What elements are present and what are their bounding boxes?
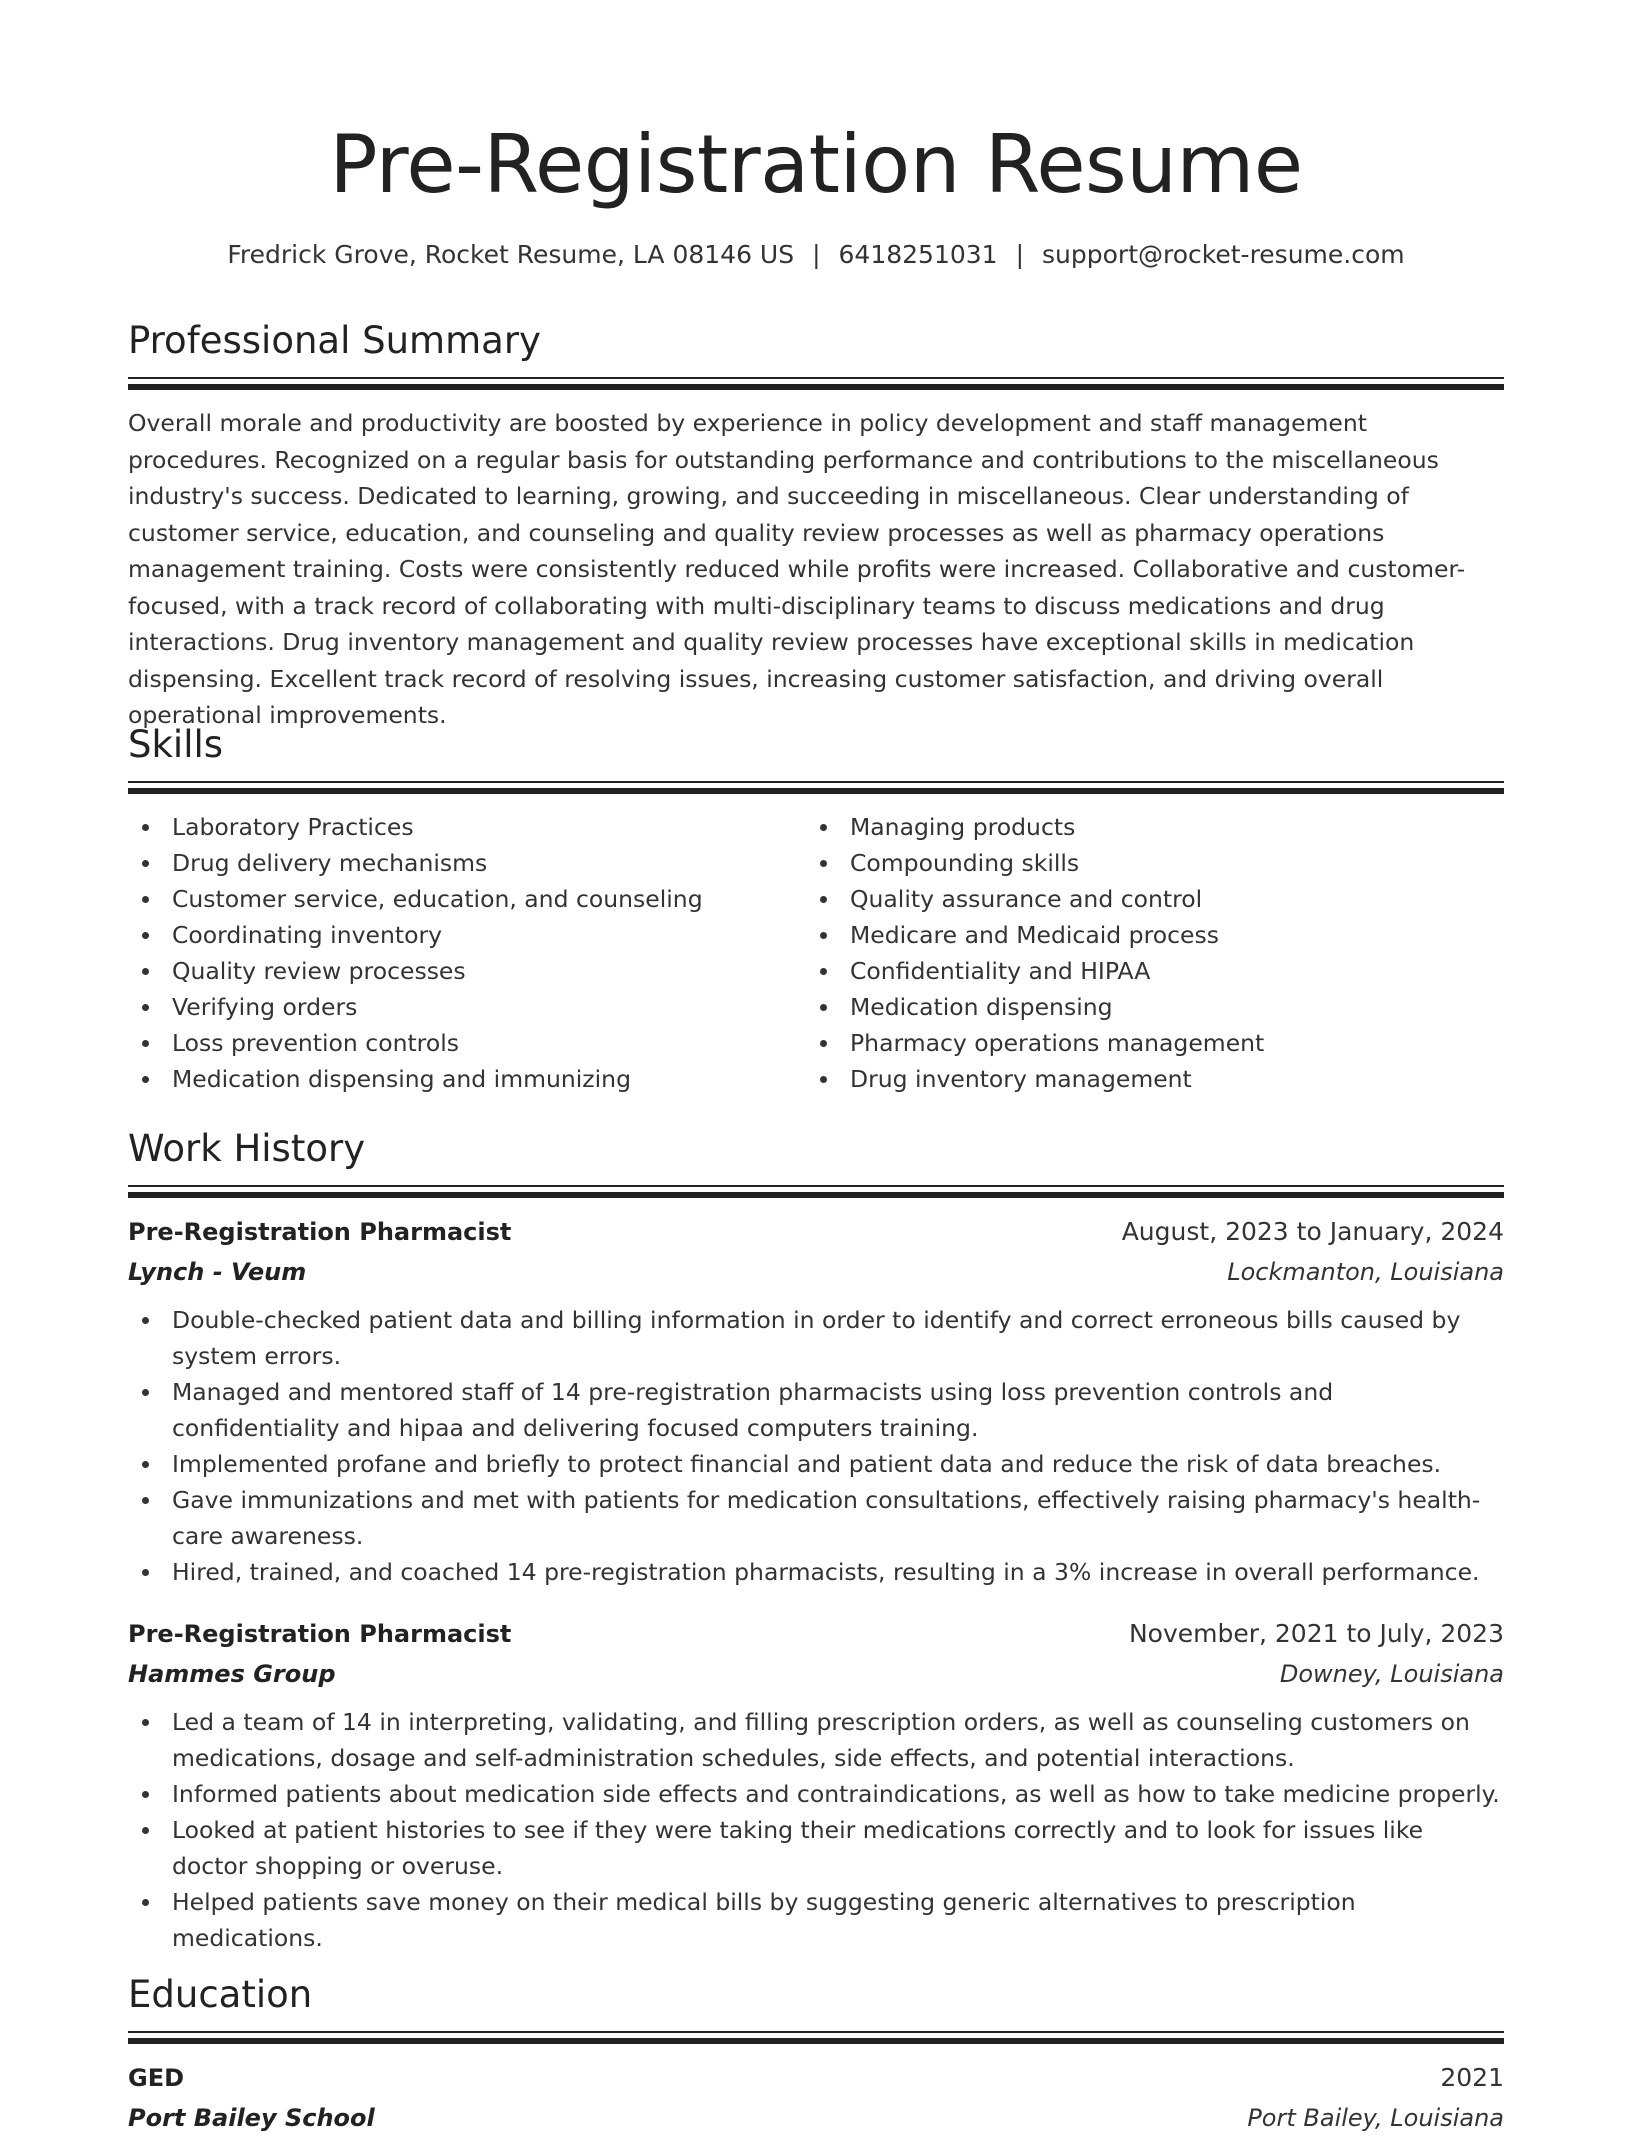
skill-item: Customer service, education, and counseling [128,881,806,917]
skill-item: Managing products [806,809,1484,845]
skill-item: Verifying orders [128,989,806,1025]
job-bullet: Double-checked patient data and billing information in order to identify and correct erroneous bills caused by system errors. [128,1302,1504,1374]
skills-columns [128,809,1504,1097]
job-bullet: Helped patients save money on their medical bills by suggesting generic alternatives to prescription medications. [128,1884,1504,1956]
skills-list-right [806,809,1484,1097]
skill-item: Quality assurance and control [806,881,1484,917]
job-location: Downey, Louisiana [1279,1660,1504,1688]
skills-list-left [128,809,806,1097]
job-bullets [128,1302,1504,1590]
skill-item: Medication dispensing [806,989,1484,1025]
section-divider [128,781,1504,783]
work-history-heading: Work History [128,1127,366,1170]
job-location: Lockmanton, Louisiana [1227,1258,1504,1286]
skill-item: Medication dispensing and immunizing [128,1061,806,1097]
skill-item: Quality review processes [128,953,806,989]
job-company: Lynch - Veum [128,1258,307,1286]
section-divider [128,2031,1504,2033]
section-divider [128,377,1504,379]
skill-item: Drug inventory management [806,1061,1484,1097]
summary-heading: Professional Summary [128,319,541,362]
job-dates: November, 2021 to July, 2023 [1128,1619,1504,1648]
skills-section [128,723,1504,1097]
job-title: Pre-Registration Pharmacist [128,1218,512,1246]
contact-email[interactable]: support@rocket-resume.com [1042,240,1405,269]
section-divider [128,788,1504,794]
education-heading: Education [128,1973,313,2016]
education-school: Port Bailey School [128,2104,375,2132]
job-title: Pre-Registration Pharmacist [128,1620,512,1648]
skill-item: Drug delivery mechanisms [128,845,806,881]
skill-item: Medicare and Medicaid process [806,917,1484,953]
skill-item: Loss prevention controls [128,1025,806,1061]
skill-item: Pharmacy operations management [806,1025,1484,1061]
job-bullet: Led a team of 14 in interpreting, validating, and filling prescription orders, as well as counseling customers on medications, dosage and self-administration schedules, side effects, and potential interactions. [128,1704,1504,1776]
job-entry [128,1614,1504,1956]
summary-text: Overall morale and productivity are boosted by experience in policy development and staff management procedures. Recognized on a regular basis for outstanding performance and contributions to the miscellaneous industry's success. Dedicated to learning, growing, and succeeding in miscellaneous. Clear understanding of customer service, education, and counseling and quality review processes as well as pharmacy operations management training. Costs were consistently reduced while profits were increased. Collaborative and customer-focused, with a track record of collaborating with multi-disciplinary teams to discuss medications and drug interactions. Drug inventory management and quality review processes have exceptional skills in medication dispensing. Excellent track record of resolving issues, increasing customer satisfaction, and driving overall operational improvements. [128,409,1466,729]
job-bullet: Implemented profane and briefly to protect financial and patient data and reduce the risk of data breaches. [128,1446,1504,1482]
job-dates: August, 2023 to January, 2024 [1121,1217,1504,1246]
education-entry [128,2058,1504,2138]
skill-item: Confidentiality and HIPAA [806,953,1484,989]
resume-title: Pre-Registration Resume [329,118,1303,211]
skills-heading: Skills [128,723,224,766]
skill-item: Laboratory Practices [128,809,806,845]
job-bullet: Looked at patient histories to see if they were taking their medications correctly and to look for issues like doctor shopping or overuse. [128,1812,1504,1884]
job-entry [128,1212,1504,1590]
skill-item: Coordinating inventory [128,917,806,953]
education-degree: GED [128,2064,185,2092]
work-history-section [128,1127,1504,1956]
summary-section [128,319,1504,734]
section-divider [128,384,1504,390]
job-bullet: Managed and mentored staff of 14 pre-registration pharmacists using loss prevention controls and confidentiality and hipaa and delivering focused computers training. [128,1374,1504,1446]
contact-phone: 6418251031 [838,240,998,269]
job-bullets [128,1704,1504,1956]
education-section [128,1973,1504,2138]
section-divider [128,2038,1504,2044]
job-bullet: Informed patients about medication side effects and contraindications, as well as how to take medicine properly. [128,1776,1504,1812]
section-divider [128,1185,1504,1187]
contact-address: Fredrick Grove, Rocket Resume, LA 08146 US [227,240,795,269]
job-company: Hammes Group [128,1660,336,1688]
contact-separator: | [812,240,821,269]
section-divider [128,1192,1504,1198]
contact-line [128,240,1504,269]
contact-separator: | [1015,240,1025,269]
job-bullet: Gave immunizations and met with patients for medication consultations, effectively raising pharmacy's health-care awareness. [128,1482,1504,1554]
job-bullet: Hired, trained, and coached 14 pre-registration pharmacists, resulting in a 3% increase in overall performance. [128,1554,1504,1590]
skill-item: Compounding skills [806,845,1484,881]
education-year: 2021 [1440,2063,1504,2092]
education-location: Port Bailey, Louisiana [1247,2104,1504,2132]
